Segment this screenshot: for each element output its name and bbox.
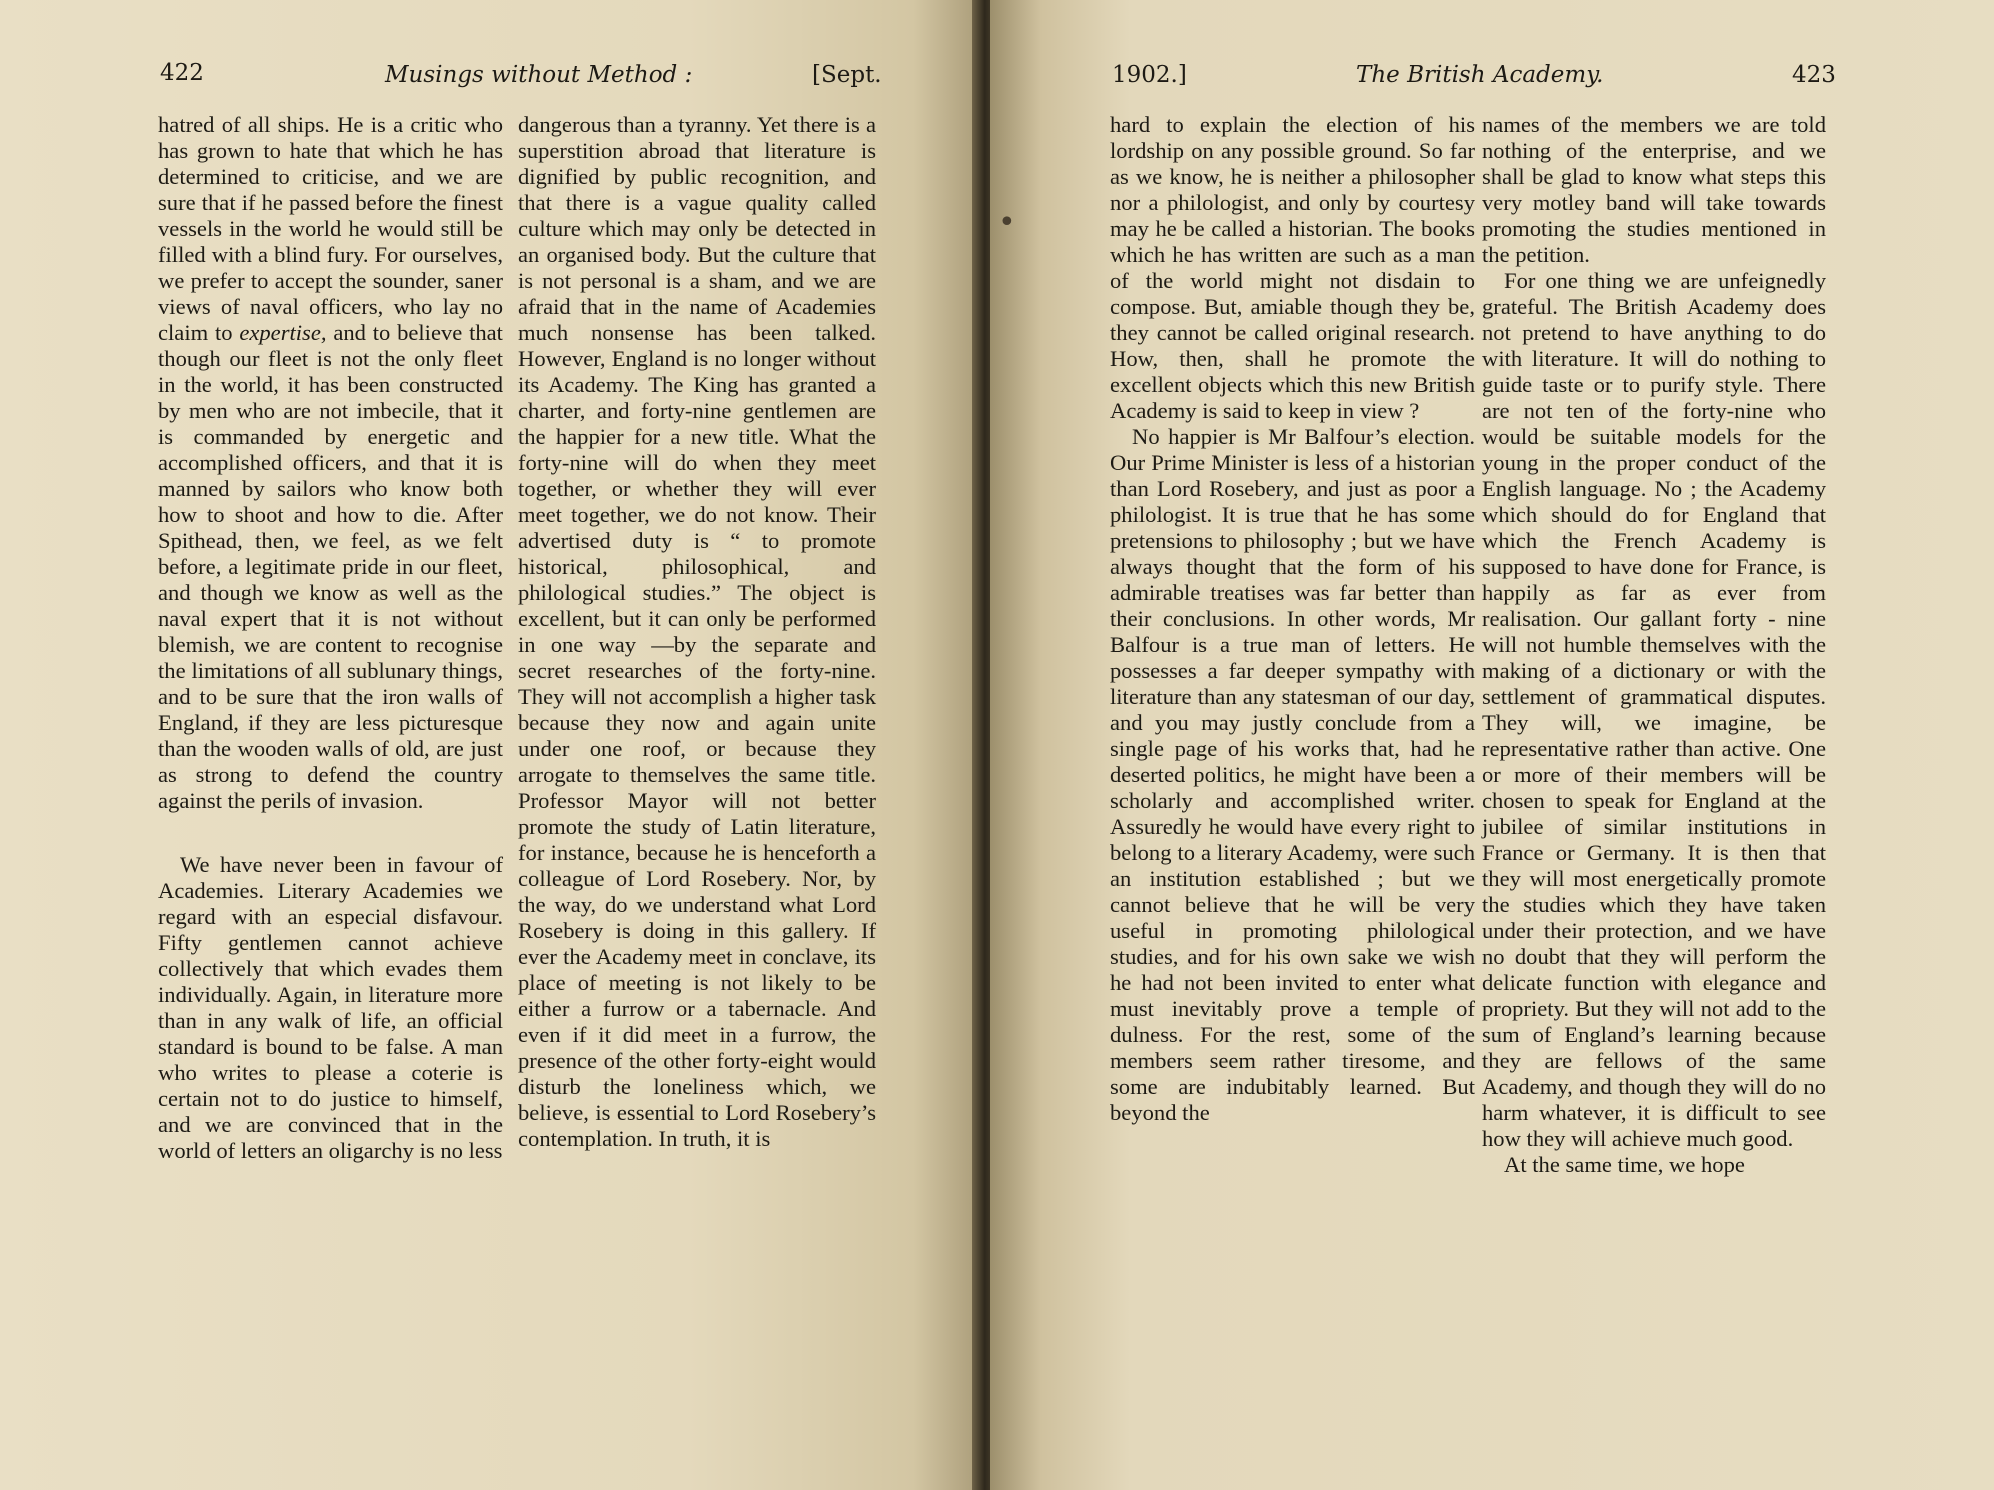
left-running-head <box>0 60 982 94</box>
running-date: [Sept. <box>812 62 882 88</box>
right-running-head <box>990 60 1994 94</box>
left-column-1 <box>158 112 503 1164</box>
paragraph: dangerous than a tyranny. Yet there is a superstition abroad that literature is dignified by public recognition, and that there is a vague quality called culture which may only be detected in an organised body. But the culture that is not personal is a sham, and we are afraid that in the name of Academies much nonsense has been talked. However, England is no longer without its Academy. The King has granted a charter, and forty-nine gentlemen are the happier for a new title. What the forty-nine will do when they meet together, or whether they will ever meet together, we do not know. Their advertised duty is “ to promote historical, philosophical, and philological studies.” The object is excellent, but it can only be performed in one way —by the separate and secret researches of the forty-nine. They will not accomplish a higher task because they now and again unite under one roof, or because they arrogate to themselves the same title. Professor Mayor will not better promote the study of Latin literature, for instance, because he is henceforth a colleague of Lord Rosebery. Nor, by the way, do we understand what Lord Rosebery is doing in this gallery. If ever the Academy meet in conclave, its place of meeting is not likely to be either a furrow or a tabernacle. And even if it did meet in a furrow, the presence of the other forty-eight would disturb the loneliness which, we believe, is essential to Lord Rosebery’s contemplation. In truth, it is <box>518 112 876 1151</box>
running-date: 1902.] <box>1112 62 1187 88</box>
paragraph: For one thing we are unfeignedly grateful. The British Academy does not pretend to have anything to do with literature. It will do nothing to guide taste or to purify style. There are not ten of the forty-nine who would be suitable models for the young in the proper conduct of the English language. No ; the Academy which should do for England that which the French Academy is supposed to have done for France, is happily as far as ever from realisation. Our gallant forty - nine will not humble themselves with the making of a dictionary or with the settlement of grammatical disputes. They will, we imagine, be representative rather than active. One or more of their members will be chosen to speak for England at the jubilee of similar institutions in France or Germany. It is then that they will most energetically promote the studies which they have taken under their protection, and we have no doubt that they will perform the delicate function with elegance and propriety. But they will not add to the sum of England’s learning because they are fellows of the same Academy, and though they will do no harm whatever, it is difficult to see how they will achieve much good. <box>1482 268 1826 1151</box>
page-number: 422 <box>160 60 204 86</box>
paragraph: At the same time, we hope <box>1504 1152 1745 1177</box>
paragraph: names of the members we are told nothing of the enterprise, and we shall be glad to know what steps this very motley band will take towards promoting the studies mentioned in the petition. <box>1482 112 1826 267</box>
left-page <box>0 0 982 1490</box>
italic-word: expertise, <box>239 320 327 345</box>
paragraph: hard to explain the election of his lordship on any possible ground. So far as we know, he is neither a philosopher nor a philologist, and only by courtesy may he be called a historian. The books which he has written are such as a man of the world might not disdain to compose. But, amiable though they be, they cannot be called original research. How, then, shall he promote the excellent objects which this new British Academy is said to keep in view ? <box>1110 112 1475 423</box>
page-number: 423 <box>1792 62 1836 88</box>
right-column-2 <box>1482 112 1826 1178</box>
right-column-1 <box>1110 112 1475 1126</box>
binding-thread: • <box>998 205 1016 240</box>
right-page <box>990 0 1994 1490</box>
paragraph: No happier is Mr Balfour’s election. Our Prime Minister is less of a historian than Lord Rosebery, and just as poor a philologist. It is true that he has some pretensions to philosophy ; but we have always thought that the form of his admirable treatises was far better than their conclusions. In other words, Mr Balfour is a true man of letters. He possesses a far deeper sympathy with literature than any statesman of our day, and you may justly conclude from a single page of his works that, had he deserted politics, he might have been a scholarly and accomplished writer. Assuredly he would have every right to belong to a literary Academy, were such an institution established ; but we cannot believe that he will be very useful in promoting philological studies, and for his own sake we wish he had not been invited to enter what must inevitably prove a temple of dulness. For the rest, some of the members seem rather tiresome, and some are indubitably learned. But beyond the <box>1110 424 1475 1125</box>
paragraph: hatred of all ships. He is a critic who has grown to hate that which he has determined to criticise, and we are sure that if he passed before the finest vessels in the world he would still be filled with a blind fury. For ourselves, we prefer to accept the sounder, saner views of naval officers, who lay no claim to expertise, and to believe that though our fleet is not the only fleet in the world, it has been constructed by men who are not imbecile, that it is commanded by energetic and accomplished officers, and that it is manned by sailors who know both how to shoot and how to die. After Spithead, then, we feel, as we felt before, a legitimate pride in our fleet, and though we know as well as the naval expert that it is not without blemish, we are content to recognise the limitations of all sublunary things, and to be sure that the iron walls of England, if they are less picturesque than the wooden walls of old, are just as strong to defend the country against the perils of invasion. <box>158 112 503 813</box>
left-column-2 <box>518 112 876 1152</box>
running-title: The British Academy. <box>1356 62 1604 88</box>
running-title: Musings without Method : <box>385 62 693 88</box>
paragraph: We have never been in favour of Academies. Literary Academies we regard with an especial disfavour. Fifty gentlemen cannot achieve collectively that which evades them individually. Again, in literature more than in any walk of life, an official standard is bound to be false. A man who writes to please a coterie is certain not to do justice to himself, and we are convinced that in the world of letters an oligarchy is no less <box>158 852 503 1163</box>
